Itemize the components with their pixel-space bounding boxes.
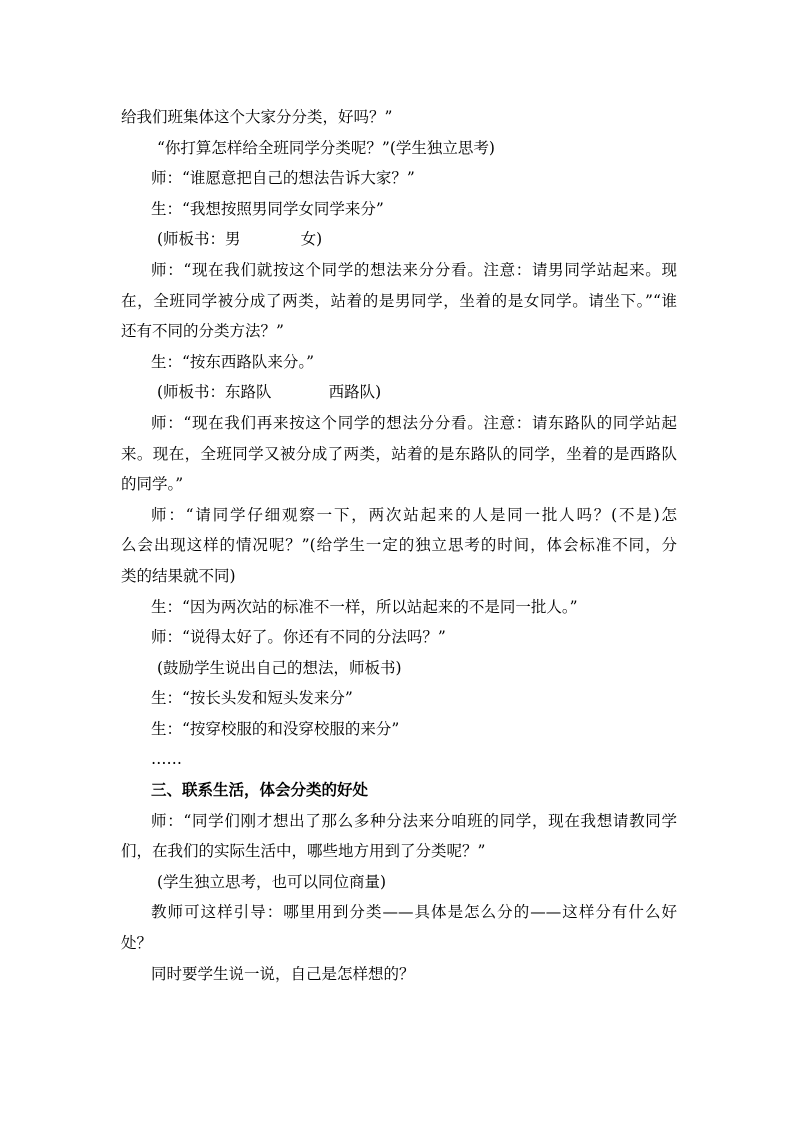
line-text: 师：“现在我们再来按这个同学的想法分分看。注意：请东路队的同学站起	[151, 413, 677, 432]
line-text: (学生独立思考，也可以同位商量)	[157, 872, 387, 891]
paragraph-line	[121, 102, 677, 133]
paragraph-line	[121, 928, 677, 959]
paragraph-line	[121, 561, 677, 592]
paragraph-line	[121, 959, 677, 990]
paragraph-line	[121, 867, 677, 898]
line-text: 么会出现这样的情况呢？”(给学生一定的独立思考的时间，体会标准不同，分	[121, 536, 677, 555]
paragraph-line	[121, 683, 677, 714]
line-text-tail: 女)	[300, 230, 323, 249]
line-text: 同时要学生说一说，自己是怎样想的？	[151, 964, 415, 983]
line-text: 在，全班同学被分成了两类，站着的是男同学，坐着的是女同学。请坐下。”“谁	[121, 291, 677, 310]
paragraph-line	[121, 408, 677, 439]
line-text: (师板书：东路队	[157, 383, 272, 402]
line-text: 的同学。”	[121, 475, 184, 494]
line-text: 师：“同学们刚才想出了那么多种分法来分咱班的同学，现在我想请教同学	[151, 811, 677, 830]
line-text: 师：“谁愿意把自己的想法告诉大家？”	[151, 169, 415, 188]
line-text: 类的结果就不同)	[121, 566, 236, 585]
line-text: 师：“现在我们就按这个同学的想法来分分看。注意：请男同学站起来。现	[151, 260, 677, 279]
paragraph-line	[121, 744, 677, 775]
paragraph-line	[121, 897, 677, 928]
paragraph-line	[121, 377, 677, 408]
line-text: 处？	[121, 934, 153, 953]
line-text: 生：“按东西路队来分。”	[151, 352, 315, 371]
paragraph-line	[121, 316, 677, 347]
paragraph-line	[121, 836, 677, 867]
paragraph-line	[121, 530, 677, 561]
paragraph-line	[121, 439, 677, 470]
line-text: 师：“说得太好了。你还有不同的分法吗？”	[151, 628, 446, 647]
line-text: 三、联系生活，体会分类的好处	[151, 780, 369, 800]
line-text: 教师可这样引导：哪里用到分类——具体是怎么分的——这样分有什么好	[151, 903, 677, 922]
paragraph-line	[121, 194, 677, 225]
paragraph-line	[121, 469, 677, 500]
paragraph-line	[121, 286, 677, 317]
document-body	[121, 102, 677, 989]
line-text: 生：“我想按照男同学女同学来分”	[151, 199, 384, 218]
paragraph-line	[121, 224, 677, 255]
line-text: 生：“按穿校服的和没穿校服的来分”	[151, 719, 400, 738]
paragraph-line	[121, 622, 677, 653]
line-text: 们，在我们的实际生活中，哪些地方用到了分类呢？”	[121, 842, 486, 861]
paragraph-line	[121, 714, 677, 745]
line-text: 生：“因为两次站的标准不一样，所以站起来的不是同一批人。”	[151, 597, 578, 616]
line-text: 师：“请同学仔细观察一下，两次站起来的人是同一批人吗？(不是)怎	[151, 505, 677, 524]
line-text: 生：“按长头发和短头发来分”	[151, 689, 353, 708]
paragraph-line	[121, 255, 677, 286]
paragraph-line	[121, 500, 677, 531]
line-text: 给我们班集体这个大家分分类，好吗？”	[121, 108, 393, 126]
line-text: (师板书：男	[157, 230, 241, 249]
paragraph-line	[121, 133, 677, 164]
paragraph-line	[121, 347, 677, 378]
section-heading	[121, 775, 677, 806]
line-text: “你打算怎样给全班同学分类呢？”(学生独立思考)	[157, 138, 495, 157]
line-text: 来。现在，全班同学又被分成了两类，站着的是东路队的同学，坐着的是西路队	[121, 444, 677, 463]
paragraph-line	[121, 163, 677, 194]
line-text: ……	[151, 750, 182, 769]
line-text: 还有不同的分类方法？”	[121, 322, 284, 341]
paragraph-line	[121, 806, 677, 837]
line-text: (鼓励学生说出自己的想法，师板书)	[157, 658, 402, 677]
paragraph-line	[121, 592, 677, 623]
line-text-tail: 西路队)	[328, 383, 382, 402]
paragraph-line	[121, 653, 677, 684]
